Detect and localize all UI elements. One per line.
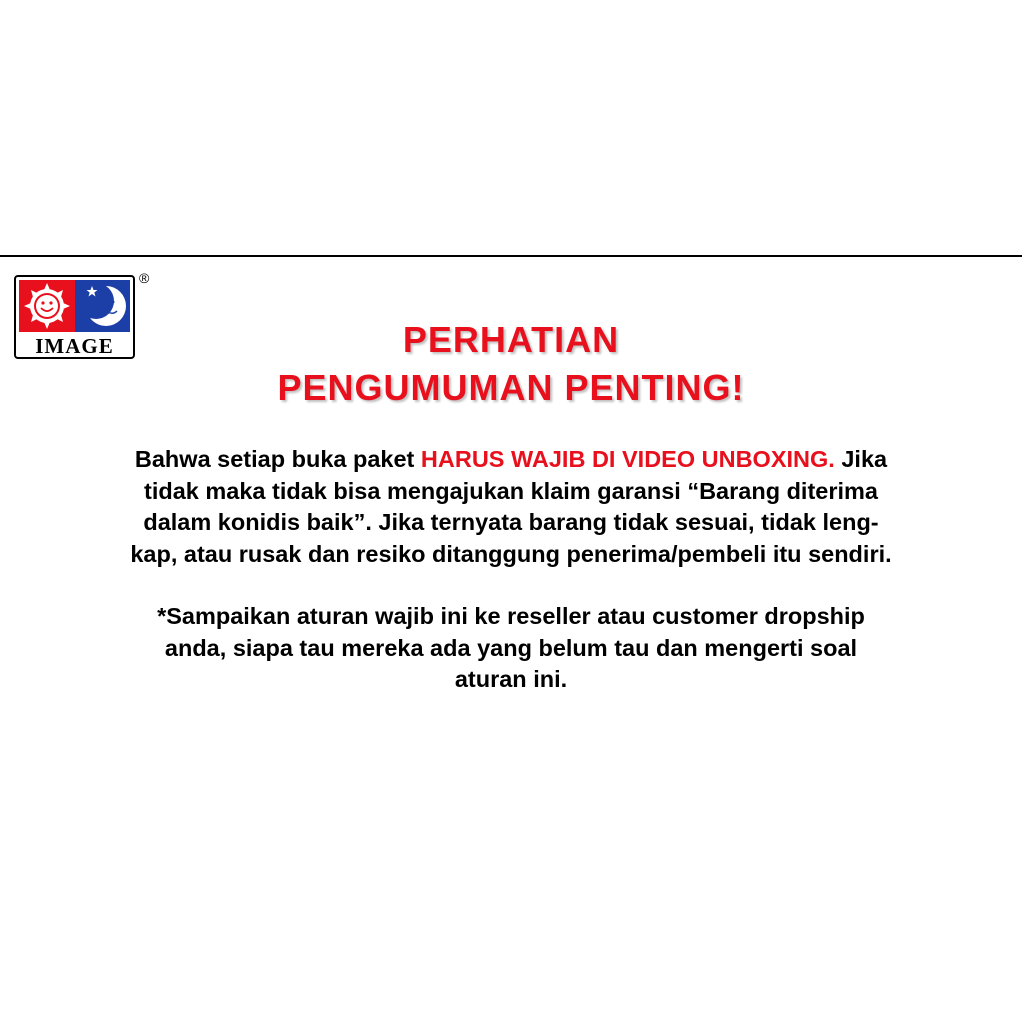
announcement-title: PERHATIAN	[402, 319, 620, 360]
reseller-note-paragraph	[60, 601, 962, 696]
paragraph-line: kap, atau rusak dan resiko ditanggung penerima/pembeli itu sendiri.	[130, 540, 892, 567]
paragraph-line: tidak maka tidak bisa mengajukan klaim garansi “Barang diterima	[144, 477, 878, 504]
paragraph-line: dalam konidis baik”. Jika ternyata barang tidak sesuai, tidak leng-	[143, 509, 879, 535]
top-divider	[0, 255, 1022, 257]
highlighted-requirement: HARUS WAJIB DI VIDEO UNBOXING.	[420, 446, 835, 472]
paragraph-line	[60, 444, 962, 476]
paragraph-line: *Sampaikan aturan wajib ini ke reseller atau customer dropship	[157, 603, 865, 629]
announcement-subtitle: PENGUMUMAN PENTING!	[277, 367, 745, 408]
paragraph-text: Jika	[834, 446, 888, 472]
paragraph-line: aturan ini.	[454, 666, 568, 692]
paragraph-line: anda, siapa tau mereka ada yang belum tau dan mengerti soal	[164, 634, 858, 661]
paragraph-text: Bahwa setiap buka paket	[134, 446, 421, 472]
logo-wordmark: IMAGE	[35, 334, 114, 358]
registered-mark: ®	[139, 270, 150, 286]
unboxing-requirement-paragraph	[60, 444, 962, 570]
